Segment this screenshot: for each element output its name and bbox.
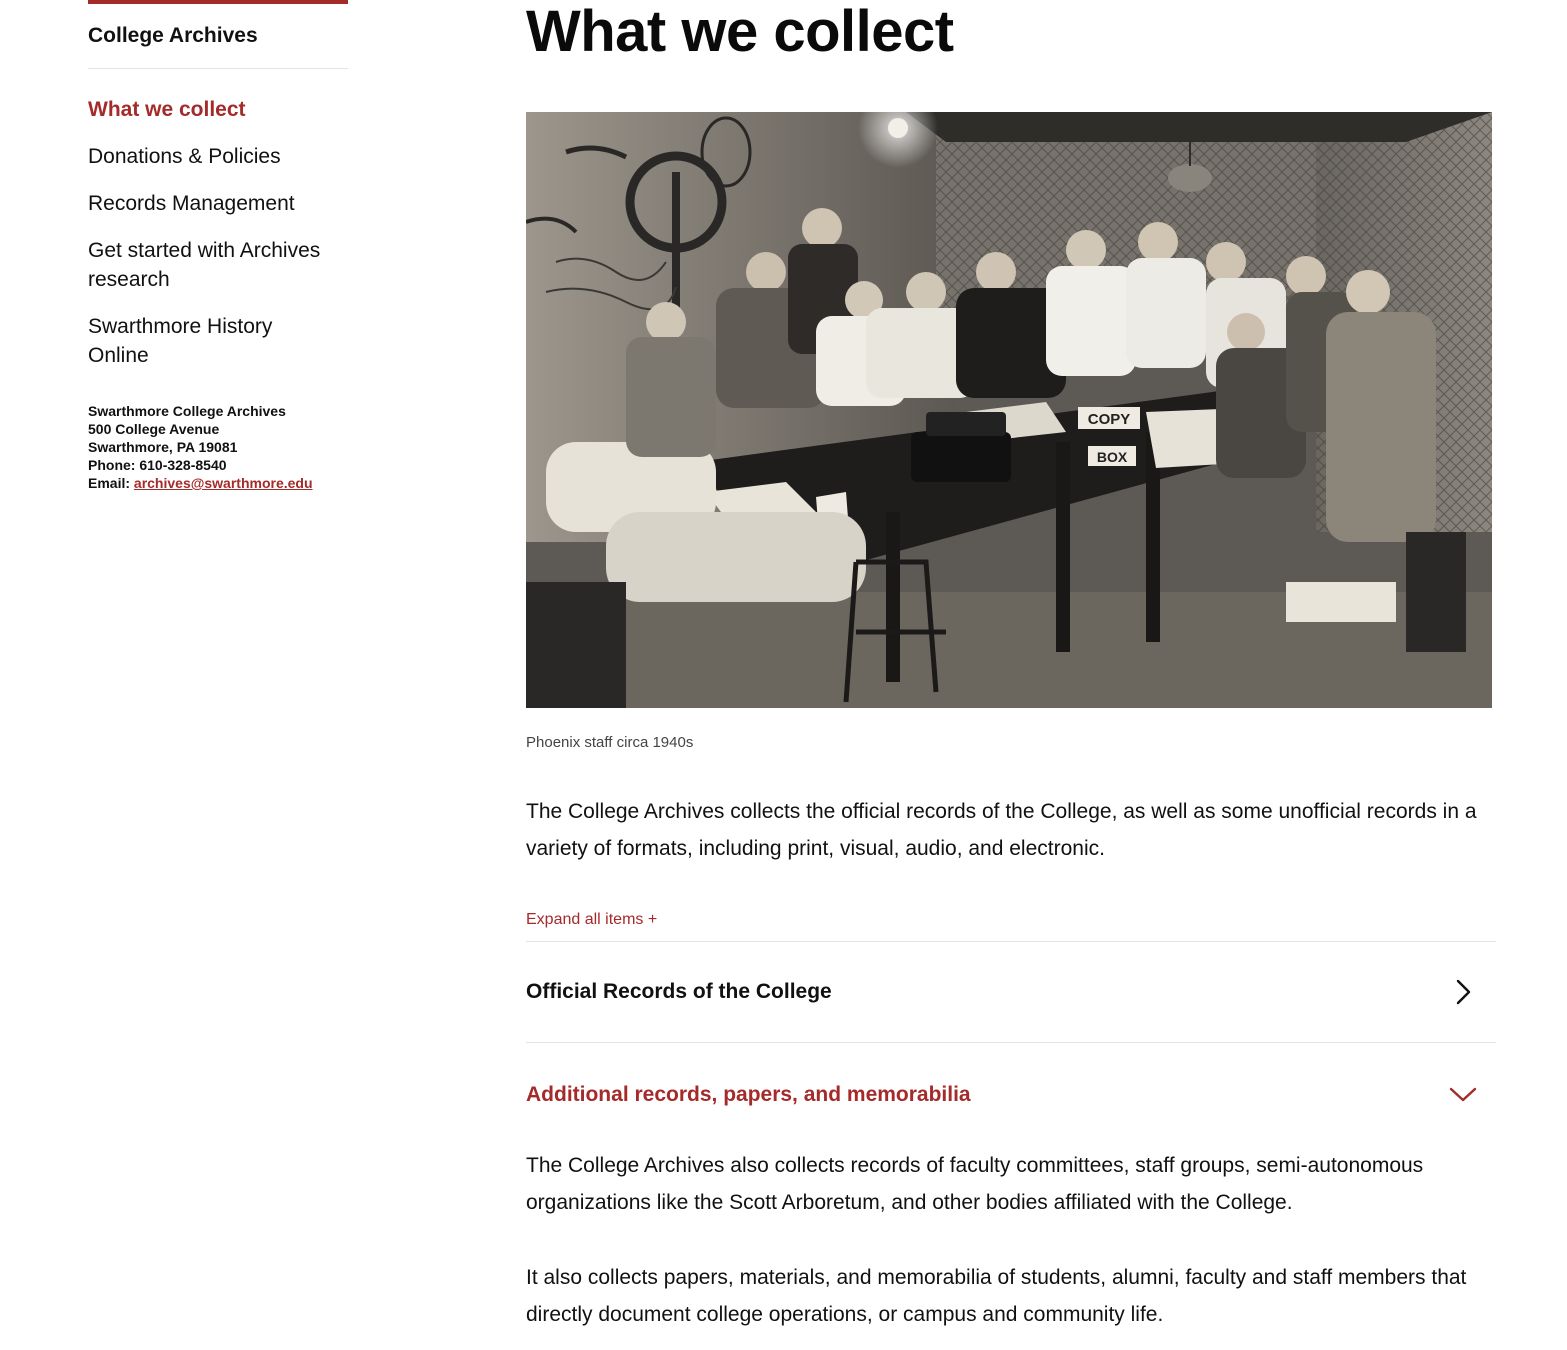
expand-all-link[interactable]: Expand all items + [526,911,658,928]
sidebar-item-records-management[interactable]: Records Management [88,192,295,215]
copy-sign: COPY [1087,411,1131,428]
chevron-right-icon [1448,977,1478,1007]
page-title: What we collect [526,0,954,64]
accordion-paragraph: The College Archives also collects records of faculty committees, staff groups, semi-autonomous organizations like the Scott Arboretum, and other bodies affiliated with the College. [526,1154,1424,1214]
phoenix-staff-photo [526,112,1492,708]
address-name: Swarthmore College Archives [88,403,286,419]
sidebar-item-donations-policies[interactable]: Donations & Policies [88,145,281,168]
sidebar-accent-bar [88,0,348,4]
main-content [526,0,1496,1350]
chevron-down-icon [1448,1080,1478,1110]
accordion-paragraph: It also collects papers, materials, and memorabilia of students, alumni, faculty and staff members that directly document college operations, or campus and community life. [526,1266,1467,1326]
email-link[interactable]: archives@swarthmore.edu [133,475,313,491]
accordion-official-records[interactable] [526,942,1496,1042]
accordion-label: Official Records of the College [526,980,832,1003]
image-caption: Phoenix staff circa 1940s [526,734,694,751]
sidebar-item-history-online[interactable]: Swarthmore History Online [88,315,273,367]
intro-paragraph: The College Archives collects the official records of the College, as well as some unofficial records in a variety of formats, including print, visual, audio, and electronic. [526,800,1477,860]
contact-address [88,402,348,492]
address-email-label: Email: [88,475,131,491]
accordion-additional-records[interactable] [526,1043,1496,1147]
sidebar-item-archives-research[interactable]: Get started with Archives research [88,239,321,291]
hero-photo [526,112,1492,708]
sidebar-title-link[interactable]: College Archives [88,24,348,69]
accordion-body [526,1147,1496,1333]
address-city: Swarthmore, PA 19081 [88,439,238,455]
sidebar-item-what-we-collect[interactable]: What we collect [88,98,246,121]
box-sign: BOX [1096,449,1128,465]
address-street: 500 College Avenue [88,421,220,437]
address-phone: Phone: 610-328-8540 [88,457,227,473]
address-email-row [88,474,348,492]
sidebar-nav [88,95,348,370]
accordion-label: Additional records, papers, and memorabilia [526,1083,971,1106]
sidebar [88,0,348,492]
